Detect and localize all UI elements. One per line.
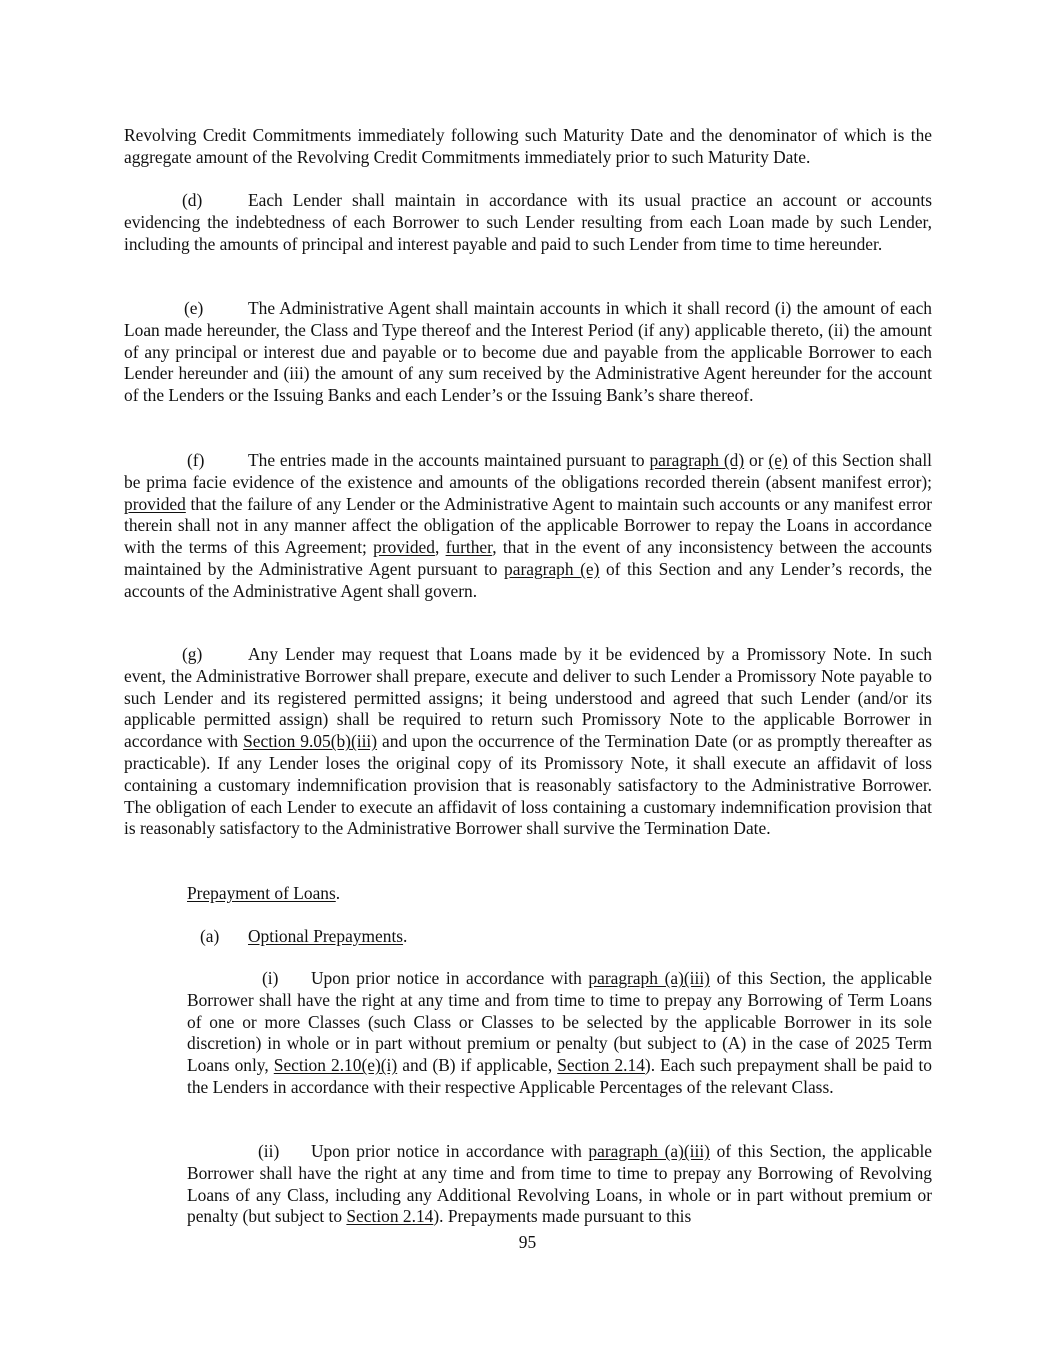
paragraph-e — [124, 298, 932, 407]
paragraph-f-text: The entries made in the accounts maintained pursuant to — [248, 450, 650, 470]
cross-reference-paragraph-a-iii: paragraph (a)(iii) — [588, 968, 710, 988]
paragraph-f-text: of this Section shall be prima facie evidence of the existence and amounts of the obligations recorded therein (absent manifest error); — [124, 450, 932, 492]
paragraph-a-ii-label: (ii) — [258, 1141, 280, 1161]
paragraph-g-text: Any Lender may request that Loans made by it be evidenced by a Promissory Note. In such event, the Administrative Borrower shall prepare, execute and deliver to such Lender a Promissory Note payable to such Lender and its registered permitted assigns; it being understood and agreed that such Lender (and/or its applicable permitted assign) shall be required to return such Promissory Note to the applicable Borrower in accordance with — [124, 644, 932, 752]
section-heading — [187, 883, 932, 905]
cross-reference-section-2-14: Section 2.14 — [557, 1055, 645, 1076]
paragraph-a-i-text: ). Each such prepayment shall be paid to the Lenders in accordance with their respective Applicable Percentages of the relevant Class. — [187, 1055, 932, 1097]
paragraph-a-i-text: Upon prior notice in accordance with — [311, 968, 589, 988]
paragraph-d-text: Each Lender shall maintain in accordance with its usual practice an account or accounts evidencing the indebtedness of each Borrower to such Lender resulting from each Loan made by such Lender, including the amounts of principal and interest payable and paid to such Lender from time to time hereunder. — [124, 190, 932, 254]
paragraph-d-label: (d) — [182, 190, 203, 210]
paragraph-e-text: The Administrative Agent shall maintain accounts in which it shall record (i) the amount of each Loan made hereunder, the Class and Type thereof and the Interest Period (if any) applicable thereto, (ii) the amount of any principal or interest due and payable or to become due and payable from the applicable Borrower to each Lender hereunder and (iii) the amount of any sum received by the Administrative Agent hereunder for the account of the Lenders or the Issuing Banks and each Lender’s or the Issuing Bank’s share thereof. — [124, 298, 932, 406]
paragraph-intro: Revolving Credit Commitments immediately following such Maturity Date and the denominator of which is the aggregate amount of the Revolving Credit Commitments immediately prior to such Maturity Date. — [124, 125, 932, 167]
paragraph-g — [124, 644, 932, 840]
section-heading-suffix: . — [335, 883, 341, 903]
paragraph-f-text: or — [744, 450, 769, 470]
cross-reference-section-2-10: Section 2.10(e)(i) — [273, 1055, 398, 1076]
paragraph-f-text: that the failure of any Lender or the Administrative Agent to maintain such accounts or any manifest error therein shall not in any manner affect the obligation of the applicable Borrower to repay the Loans in accordance with the terms of this Agreement; — [124, 493, 932, 558]
paragraph-e-label: (e) — [184, 298, 204, 318]
paragraph-a-i-label: (i) — [262, 968, 279, 988]
paragraph-a-i-text: and (B) if applicable, — [397, 1055, 558, 1076]
provided-term: provided — [124, 493, 186, 514]
paragraph-f-text: , — [434, 537, 446, 558]
paragraph-a-ii-text: of this Section, the applicable Borrower shall have the right at any time and from time to time to prepay any Borrowing of Revolving Loans of any Class, including any Additional Revolving Loans, in whole or in part without premium or penalty (but subject to — [187, 1141, 932, 1227]
subsection-a-title: Optional Prepayments — [248, 926, 404, 946]
page-number: 95 — [518, 1232, 537, 1252]
paragraph-f-label: (f) — [187, 450, 205, 470]
paragraph-a-i — [187, 968, 932, 1099]
paragraph-f — [124, 450, 932, 603]
further-term: further — [445, 537, 493, 558]
paragraph-g-label: (g) — [182, 644, 203, 664]
paragraph-g-text: and upon the occurrence of the Termination Date (or as promptly thereafter as practicable). If any Lender loses the original copy of its Promissory Note, it shall execute an affidavit of loss containing a customary indemnification provision that is reasonably satisfactory to the Administrative Borrower. The obligation of each Lender to execute an affidavit of loss containing a customary indemnification provision that is reasonably satisfactory to the Administrative Borrower shall survive the Termination Date. — [124, 731, 932, 839]
paragraph-f-text: , that in the event of any inconsistency between the accounts maintained by the Administrative Agent pursuant to — [124, 537, 932, 579]
paragraph-a-ii-text: Upon prior notice in accordance with — [311, 1141, 589, 1161]
subsection-a-label: (a) — [200, 926, 220, 946]
paragraph-a-ii — [187, 1141, 932, 1228]
section-heading-title: Prepayment of Loans — [187, 883, 336, 903]
paragraph-d — [124, 190, 932, 255]
cross-reference-paragraph-e: paragraph (e) — [504, 558, 600, 579]
paragraph-a-i-text: of this Section, the applicable Borrower shall have the right at any time and from time to time to prepay any Borrowing of Term Loans of one or more Classes (such Class or Classes to be selected by the applicable Borrower in its sole discretion) in whole or in part without premium or penalty (but subject to (A) in the case of 2025 Term Loans only, — [187, 968, 932, 1076]
cross-reference-section-9-05: Section 9.05(b)(iii) — [243, 731, 378, 752]
paragraph-a-ii-text: ). Prepayments made pursuant to this — [433, 1206, 692, 1227]
cross-reference-paragraph-d: paragraph (d) — [649, 450, 745, 470]
cross-reference-paragraph-e: (e) — [768, 450, 788, 470]
provided-term: provided — [373, 537, 435, 558]
paragraph-f-text: of this Section and any Lender’s records, the accounts of the Administrative Agent shall govern. — [124, 558, 932, 601]
cross-reference-section-2-14: Section 2.14 — [346, 1206, 434, 1227]
cross-reference-paragraph-a-iii: paragraph (a)(iii) — [588, 1141, 710, 1161]
subsection-a-suffix: . — [403, 926, 408, 946]
subsection-a-heading — [187, 926, 932, 948]
